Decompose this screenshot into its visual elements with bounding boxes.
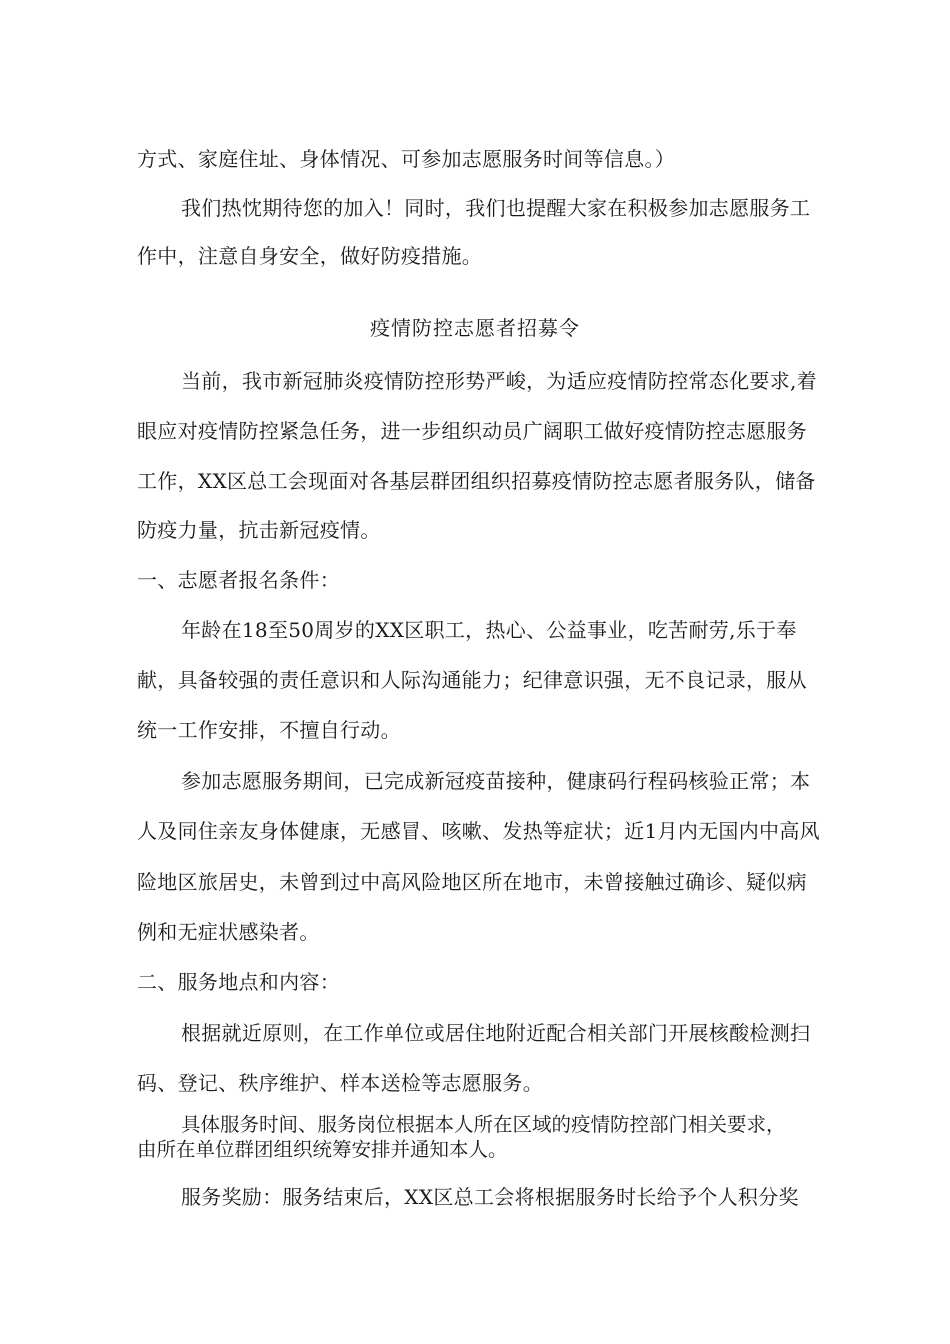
text-line-5: 当前，我市新冠肺炎疫情防控形势严峻，为适应疫情防控常态化要求,着 <box>181 369 817 393</box>
text-line-10: 年龄在18至50周岁的XX区职工，热心、公益事业，吃苦耐劳,乐于奉 <box>181 618 797 642</box>
text-line-19: 码、登记、秩序维护、样本送检等志愿服务。 <box>137 1071 543 1095</box>
text-line-20: 具体服务时间、服务岗位根据本人所在区域的疫情防控部门相关要求， <box>181 1113 786 1136</box>
text-line-22: 服务奖励：服务结束后，XX区总工会将根据服务时长给予个人积分奖 <box>181 1185 799 1209</box>
text-line-21: 由所在单位群团组织统筹安排并通知本人。 <box>137 1138 508 1161</box>
text-line-12: 统一工作安排，不擅自行动。 <box>137 718 401 742</box>
text-line-7: 工作，XX区总工会现面对各基层群团组织招募疫情防控志愿者服务队，储备 <box>137 469 816 493</box>
text-line-8: 防疫力量，抗击新冠疫情。 <box>137 518 381 542</box>
text-line-1: 方式、家庭住址、身体情况、可参加志愿服务时间等信息。） <box>137 147 676 171</box>
section-title: 疫情防控志愿者招募令 <box>370 316 580 340</box>
text-line-6: 眼应对疫情防控紧急任务，进一步组织动员广阔职工做好疫情防控志愿服务 <box>137 419 807 443</box>
text-line-13: 参加志愿服务期间，已完成新冠疫苗接种，健康码行程码核验正常；本 <box>181 769 811 793</box>
text-line-11: 献，具备较强的责任意识和人际沟通能力；纪律意识强，无不良记录，服从 <box>137 668 807 692</box>
heading-location: 二、服务地点和内容： <box>137 970 340 994</box>
text-line-15: 险地区旅居史，未曾到过中高风险地区所在地市，未曾接触过确诊、疑似病 <box>137 870 807 894</box>
text-line-2: 我们热忱期待您的加入！同时，我们也提醒大家在积极参加志愿服务工 <box>181 196 811 220</box>
text-line-3: 作中，注意自身安全，做好防疫措施。 <box>137 244 483 268</box>
text-line-18: 根据就近原则，在工作单位或居住地附近配合相关部门开展核酸检测扫 <box>181 1021 811 1045</box>
text-line-14: 人及同住亲友身体健康，无感冒、咳嗽、发热等症状；近1月内无国内中高风 <box>137 819 820 843</box>
heading-conditions: 一、志愿者报名条件： <box>137 568 340 592</box>
text-line-16: 例和无症状感染者。 <box>137 920 320 944</box>
